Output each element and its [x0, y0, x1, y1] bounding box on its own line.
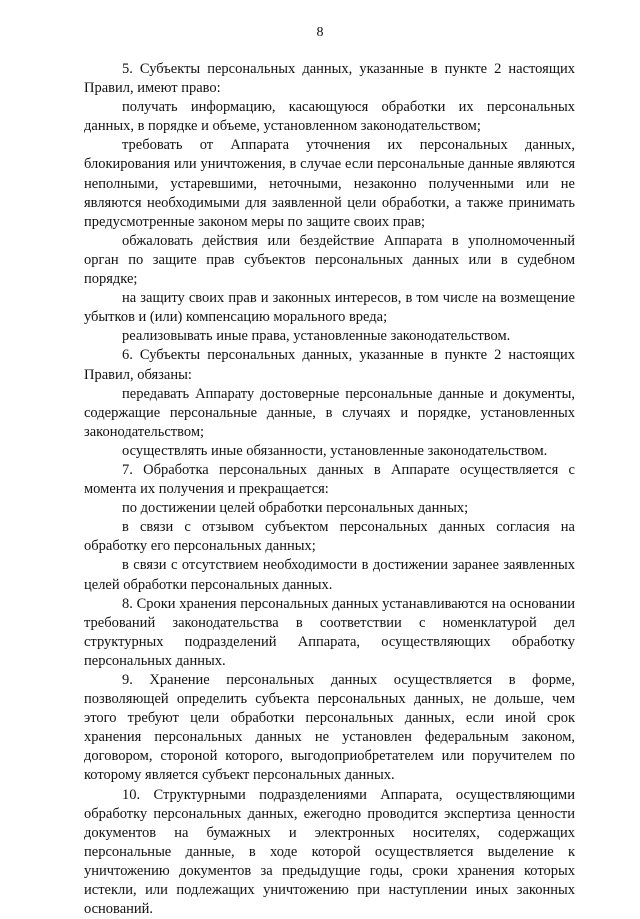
page-number: 8: [316, 25, 324, 40]
paragraph-7-intro: 7. Обработка персональных данных в Аппарате осуществляется с момента их получения и прекращается:: [84, 461, 575, 498]
paragraph-right-demand-clarification: требовать от Аппарата уточнения их персональных данных, блокирования или уничтожения, в случае если персональные данные являются неполными, устаревшими, неточными, незаконно полученными или не являются необходимыми для заявленной цели обработки, а также принимать предусмотренные законом меры по защите своих прав;: [84, 137, 575, 230]
paragraph-stop-goals-reached: по достижении целей обработки персональных данных;: [122, 500, 469, 517]
paragraph-right-protection: на защиту своих прав и законных интересов, в том числе на возмещение убытков и (или) компенсацию морального вреда;: [84, 290, 575, 326]
document-body: [84, 60, 575, 919]
paragraph-stop-consent-withdrawn: в связи с отзывом субъектом персональных данных согласия на обработку его персональных данных;: [84, 519, 575, 555]
paragraph-10-expertise: 10. Структурными подразделениями Аппарата, осуществляющими обработку персональных данных, ежегодно проводится экспертиза ценности документов на бумажных и электронных носителях, содержащих персональные данные, в ходе которой осуществляется выделение к уничтожению документов за предыдущие годы, сроки хранения которых истекли, или подлежащих уничтожению при наступлении иных законных оснований.: [84, 786, 575, 918]
paragraph-duty-provide-data: передавать Аппарату достоверные персональные данные и документы, содержащие персональные данные, в случаях и порядке, установленных законодательством;: [84, 385, 575, 440]
paragraph-right-get-information: получать информацию, касающуюся обработки их персональных данных, в порядке и объеме, установленном законодательством;: [84, 99, 575, 135]
paragraph-right-other: реализовывать иные права, установленные законодательством.: [122, 328, 511, 345]
paragraph-6-intro: 6. Субъекты персональных данных, указанные в пункте 2 настоящих Правил, обязаны:: [84, 347, 575, 383]
paragraph-right-appeal: обжаловать действия или бездействие Аппарата в уполномоченный орган по защите прав субъектов персональных данных или в судебном порядке;: [84, 232, 575, 288]
paragraph-duty-other: осуществлять иные обязанности, установленные законодательством.: [122, 442, 548, 459]
paragraph-5-intro: 5. Субъекты персональных данных, указанные в пункте 2 настоящих Правил, имеют право:: [84, 61, 575, 97]
paragraph-stop-no-necessity: в связи с отсутствием необходимости в достижении заранее заявленных целей обработки персональных данных.: [84, 557, 575, 593]
paragraph-8-storage-terms: 8. Сроки хранения персональных данных устанавливаются на основании требований законодательства в соответствии с номенклатурой дел структурных подразделений Аппарата, осуществляющих обработку персональных данных.: [84, 595, 575, 669]
paragraph-9-storage-form: 9. Хранение персональных данных осуществляется в форме, позволяющей определить субъекта персональных данных, не дольше, чем этого требуют цели обработки персональных данных, если иной срок хранения персональных данных не установлен федеральным законом, договором, стороной которого, выгодоприобретателем или поручителем по которому является субъект персональных данных.: [84, 672, 575, 784]
